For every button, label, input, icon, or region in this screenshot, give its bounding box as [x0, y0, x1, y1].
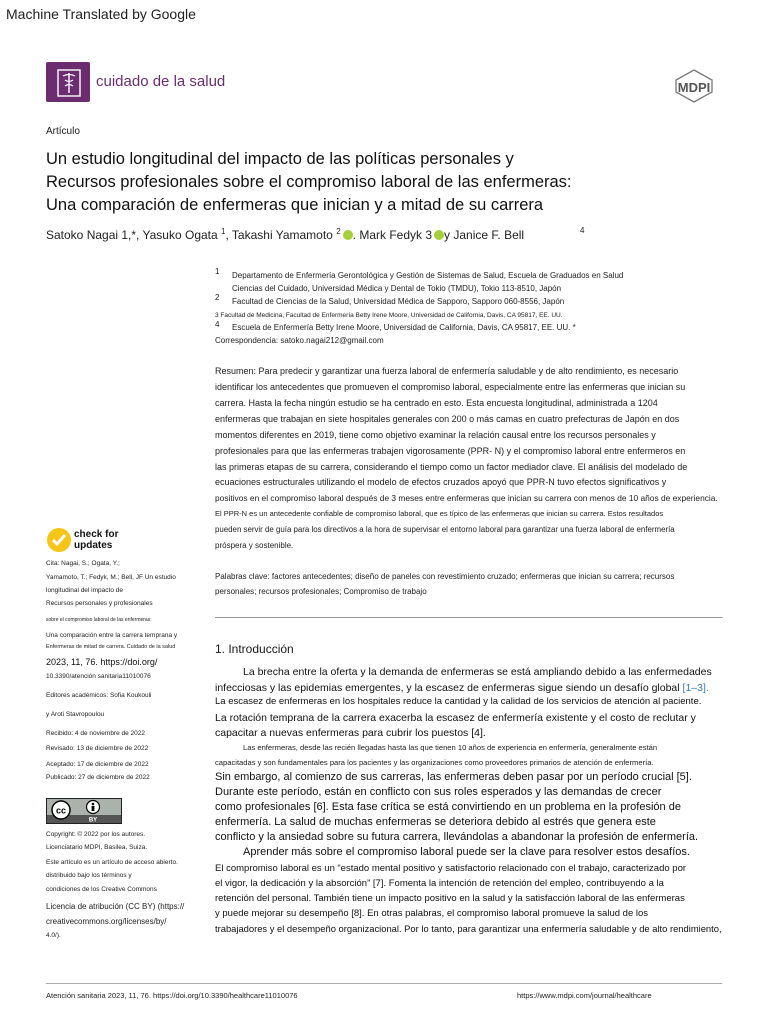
author-1-2[interactable]: Satoko Nagai 1,*, Yasuko Ogata: [46, 228, 218, 242]
citation-line: Una comparación entre la carrera temprana y: [46, 632, 178, 639]
abstract-line: positivos en el compromiso laboral después de 3 meses entre enfermeras que inician su carrera con menos de 10 años de experiencia.: [215, 493, 718, 503]
body-line: El compromiso laboral es un “estado mental positivo y satisfactorio relacionado con el trabajo, caracterizado por: [215, 863, 687, 874]
mdpi-logo: [668, 68, 720, 104]
body-line: Sin embargo, al comienzo de sus carreras, las enfermeras deben pasar por un período crucial [5].: [215, 771, 692, 783]
author-4[interactable]: . Mark Fedyk: [352, 228, 423, 242]
abstract-line: las primeras etapas de su carrera, considerando el tiempo como un factor mediador clave. El análisis del modelado de: [215, 462, 688, 472]
footer-journal-url[interactable]: https://www.mdpi.com/journal/healthcare: [517, 991, 652, 1000]
date-received: Recibido: 4 de noviembre de 2022: [46, 730, 146, 737]
body-line: trabajadores y el desempeño organizacional. Por lo tanto, para garantizar una enfermería saludable y de alto rendimiento,: [215, 923, 722, 934]
copyright-line: distribuido bajo los términos y: [46, 872, 132, 879]
author-5-superscript: 4: [580, 226, 585, 235]
date-published: Publicado: 27 de diciembre de 2022: [46, 774, 150, 781]
citation-link[interactable]: [1–3].: [682, 682, 709, 694]
body-line: Las enfermeras, desde las recién llegadas hasta las que tienen 10 años de experiencia en enfermería, generalmente están: [243, 743, 658, 752]
body-line: La rotación temprana de la carrera exacerba la escasez de enfermería existente y el costo de reclutar y: [215, 712, 696, 724]
footer-divider: [46, 983, 722, 984]
title-line-3: Una comparación de enfermeras que inician y a mitad de su carrera: [46, 196, 544, 214]
citation-line: Enfermeras de mitad de carrera. Cuidado de la salud: [46, 644, 176, 650]
date-accepted: Aceptado: 17 de diciembre de 2022: [46, 761, 149, 768]
footer-citation[interactable]: Atención sanitaria 2023, 11, 76. https://doi.org/10.3390/healthcare11010076: [46, 991, 298, 1000]
citation-line: longitudinal del impacto de: [46, 587, 123, 594]
title-line-1: Un estudio longitudinal del impacto de las políticas personales y: [46, 150, 514, 168]
body-line: capacitadas y son fundamentales para los pacientes y las organizaciones como proveedores primarios de atención de enfermería.: [215, 758, 654, 767]
publisher-name: MDPI: [677, 80, 711, 95]
abstract-line: El PPR-N es un antecedente confiable de compromiso laboral, que es típico de las enfermeras que inician su carrera. Estos resultados: [215, 509, 664, 518]
abstract-line: profesionales para que las enfermeras trabajen vigorosamente (PPR- N) y el compromiso laboral entre enfermeros en: [215, 446, 686, 456]
body-line: La brecha entre la oferta y la demanda de enfermeras se está ampliando debido a las enfermedades: [243, 666, 712, 678]
caduceus-icon: [46, 62, 90, 102]
body-line: retención del personal. También tiene un impacto positivo en la salud y la satisfacción laboral de las enfermeras: [215, 893, 685, 904]
abstract-line: carrera. Hasta la fecha ningún estudio se ha centrado en esto. Esta encuesta longitudinal, administrada a 1204: [215, 398, 658, 408]
crossmark-icon: [46, 527, 72, 553]
body-line: enfermería. La salud de muchas enfermeras se deteriora debido al estrés que genera este: [215, 816, 656, 828]
body-line: como profesionales [6]. Esta fase crítica se está convirtiendo en un problema en la profesión de: [215, 801, 681, 813]
orcid-icon[interactable]: [434, 230, 444, 240]
updates-label: updates: [74, 540, 113, 551]
cc-by-text: BY: [88, 817, 98, 823]
academic-editors-cont: y Aroti Stavropoulou: [46, 711, 105, 718]
citation-line: Recursos personales y profesionales: [46, 600, 153, 607]
abstract-line: enfermeras que trabajan en siete hospitales generales con 200 o más camas en cuatro prefecturas de Japón en dos: [215, 414, 680, 424]
affiliation-2: Facultad de Ciencias de la Salud, Universidad Médica de Sapporo, Sapporo 060-8556, Japón: [232, 297, 565, 306]
abstract-line: momentos diferentes en 2019, tiene como objetivo examinar la relación causal entre los recursos personales y: [215, 430, 656, 440]
copyright-line: Licenciatario MDPI, Basilea, Suiza.: [46, 844, 148, 851]
citation-line: Yamamoto, T.; Fedyk, M.; Bell, JF Un estudio: [46, 574, 176, 581]
cc-by-icon: [47, 799, 121, 823]
date-revised: Revisado: 13 de diciembre de 2022: [46, 745, 149, 752]
body-line: Durante este período, están en conflicto con sus roles esperados y las demandas de crecer: [215, 786, 662, 798]
citation-doi-cont[interactable]: 10.3390/atención sanitaria11010076: [46, 673, 151, 680]
academic-editors: Editores académicos: Sofia Koukouli: [46, 692, 152, 699]
body-line: La escasez de enfermeras en los hospitales reduce la cantidad y la calidad de los servicios de atención al paciente.: [215, 696, 702, 707]
affiliation-1: Departamento de Enfermería Gerontológica y Gestión de Sistemas de Salud, Escuela de Graduados en Salud: [232, 271, 624, 280]
abstract-line: Resumen: Para predecir y garantizar una fuerza laboral de enfermería saludable y de alto rendimiento, es necesario: [215, 366, 679, 376]
body-line: y puede mejorar su desempeño [8]. En otras palabras, el compromiso laboral promueve la salud de los: [215, 908, 649, 919]
abstract-line: pueden servir de guía para los directivos a la hora de supervisar el entorno laboral para garantizar una fuerza laboral de enfermería: [215, 525, 675, 534]
title-line-2: Recursos profesionales sobre el compromiso laboral de las enfermeras:: [46, 173, 572, 191]
body-line: Aprender más sobre el compromiso laboral puede ser la clave para resolver estos desafíos.: [243, 846, 690, 858]
citation-doi[interactable]: 2023, 11, 76. https://doi.org/: [46, 657, 158, 667]
affiliation-3: 3 Facultad de Medicina, Facultad de Enfermería Betty Irene Moore, Universidad de California, Davis, CA 95817, EE. UU.: [215, 312, 563, 319]
author-3[interactable]: , Takashi Yamamoto: [225, 228, 333, 242]
copyright-line: Copyright: © 2022 por los autores.: [46, 831, 146, 838]
affiliation-4: Escuela de Enfermería Betty Irene Moore, Universidad de California, Davis, CA 95817, EE. UU. *: [232, 323, 576, 332]
abstract-line: próspera y sostenible.: [215, 541, 294, 550]
orcid-icon[interactable]: [343, 230, 353, 240]
body-line: el vigor, la dedicación y la absorción” [7]. Fomenta la intención de retención del empleo, contribuyendo a la: [215, 878, 664, 889]
license-url-cont[interactable]: 4.0/).: [46, 932, 61, 939]
journal-name: cuidado de la salud: [96, 73, 226, 90]
citation-line: Cita: Nagai, S.; Ogata, Y.;: [46, 560, 120, 567]
translation-banner: Machine Translated by Google: [6, 6, 196, 22]
abstract-line: identificar los antecedentes que promueven el compromiso laboral, especialmente entre las enfermeras que inician su: [215, 382, 686, 392]
keywords-line: personales; recursos profesionales; Compromiso de trabajo: [215, 587, 427, 596]
svg-text:cc: cc: [55, 805, 67, 816]
author-5[interactable]: y Janice F. Bell: [444, 228, 525, 242]
check-label: check for: [74, 529, 119, 540]
affiliation-1-cont: Ciencias del Cuidado, Universidad Médica y Dental de Tokio (TMDU), Tokio 113-8510, Japón: [232, 284, 562, 293]
body-line: capacitar a nuevas enfermeras para cubrir los puestos [4].: [215, 727, 486, 739]
correspondence[interactable]: Correspondencia: satoko.nagai212@gmail.com: [215, 336, 384, 345]
license-line: Licencia de atribución (CC BY) (https://: [46, 902, 185, 911]
article-type: Artículo: [46, 126, 80, 137]
abstract-line: ecuaciones estructurales utilizando el modelo de efectos cruzados apoyó que PPR-N tuvo efectos significativos y: [215, 477, 667, 487]
copyright-line: Este artículo es un artículo de acceso abierto.: [46, 859, 178, 866]
body-line: conflicto y la ansiedad sobre su futura carrera, llevándolas a abandonar la profesión de enfermería.: [215, 831, 699, 843]
journal-logo: [46, 62, 90, 102]
author-list: Satoko Nagai 1,*, Yasuko Ogata $^1$, Takashi Yamamoto $^2$ . Mark Fedyk 3 y Janice F. Bell: [46, 227, 525, 242]
cc-by-license-badge[interactable]: [46, 798, 122, 824]
body-line: infecciosas y las epidemias emergentes, y la escasez de enfermeras sigue siendo un desafío global [1–3].: [215, 682, 709, 694]
keywords-line: Palabras clave: factores antecedentes; diseño de paneles con revestimiento cruzado; enfermeras que inician su carrera; recursos: [215, 572, 675, 581]
citation-line: sobre el compromiso laboral de las enfermeras:: [46, 617, 152, 623]
license-url[interactable]: creativecommons.org/licenses/by/: [46, 917, 167, 926]
section-heading: 1. Introducción: [215, 642, 294, 656]
copyright-line: condiciones de los Creative Commons: [46, 886, 157, 893]
section-divider: [215, 617, 723, 618]
